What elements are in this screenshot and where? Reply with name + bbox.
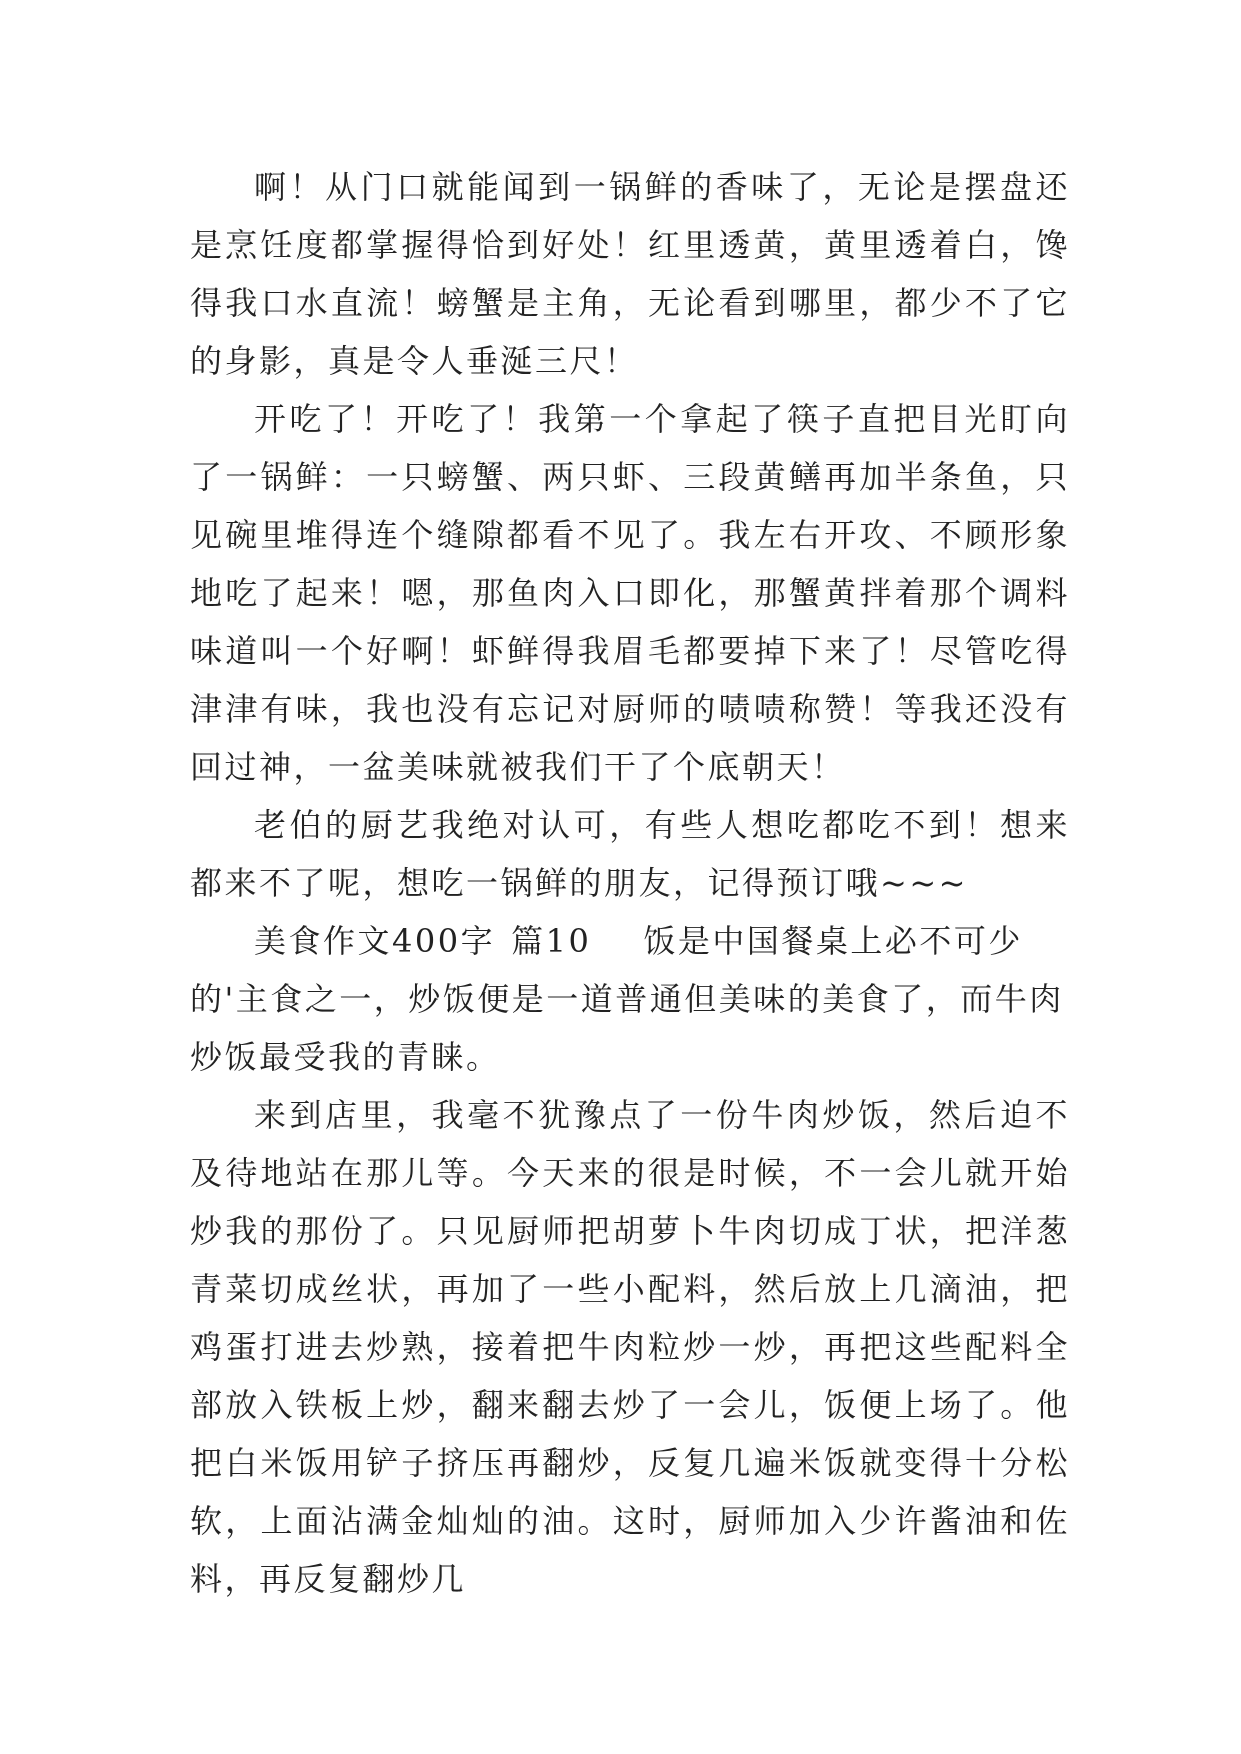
section-first-text: 饭是中国餐桌上必不可少的'主食之一，炒饭便是一道普通但美味的美食了，而牛肉炒饭最受我的青睐。 — [190, 922, 1064, 1076]
section-heading-paragraph — [190, 912, 1070, 1086]
paragraph-pot-aroma: 啊！从门口就能闻到一锅鲜的香味了，无论是摆盘还是烹饪度都掌握得恰到好处！红里透黄，黄里透着白，馋得我口水直流！螃蟹是主角，无论看到哪里，都少不了它的身影，真是令人垂涎三尺！ — [190, 168, 1070, 380]
paragraph-fried-rice-cooking: 来到店里，我毫不犹豫点了一份牛肉炒饭，然后迫不及待地站在那儿等。今天来的很是时候，不一会儿就开始炒我的那份了。只见厨师把胡萝卜牛肉切成丁状，把洋葱青菜切成丝状，再加了一些小配料，然后放上几滴油，把鸡蛋打进去炒熟，接着把牛肉粒炒一炒，再把这些配料全部放入铁板上炒，翻来翻去炒了一会儿，饭便上场了。他把白米饭用铲子挤压再翻炒，反复几遍米饭就变得十分松软，上面沾满金灿灿的油。这时，厨师加入少许酱油和佐料，再反复翻炒几 — [190, 1096, 1070, 1598]
paragraph-chef-skill: 老伯的厨艺我绝对认可，有些人想吃都吃不到！想来都来不了呢，想吃一锅鲜的朋友，记得预订哦~~~ — [190, 806, 1070, 902]
section-number: 篇10 — [511, 922, 592, 960]
document-body — [190, 158, 1070, 1608]
paragraph-start-eating: 开吃了！开吃了！我第一个拿起了筷子直把目光盯向了一锅鲜：一只螃蟹、两只虾、三段黄鳝再加半条鱼，只见碗里堆得连个缝隙都看不见了。我左右开攻、不顾形象地吃了起来！嗯，那鱼肉入口即化，那蟹黄拌着那个调料味道叫一个好啊！虾鲜得我眉毛都要掉下来了！尽管吃得津津有味，我也没有忘记对厨师的啧啧称赞！等我还没有回过神，一盆美味就被我们干了个底朝天！ — [190, 400, 1070, 786]
section-title: 美食作文400字 — [254, 922, 496, 960]
